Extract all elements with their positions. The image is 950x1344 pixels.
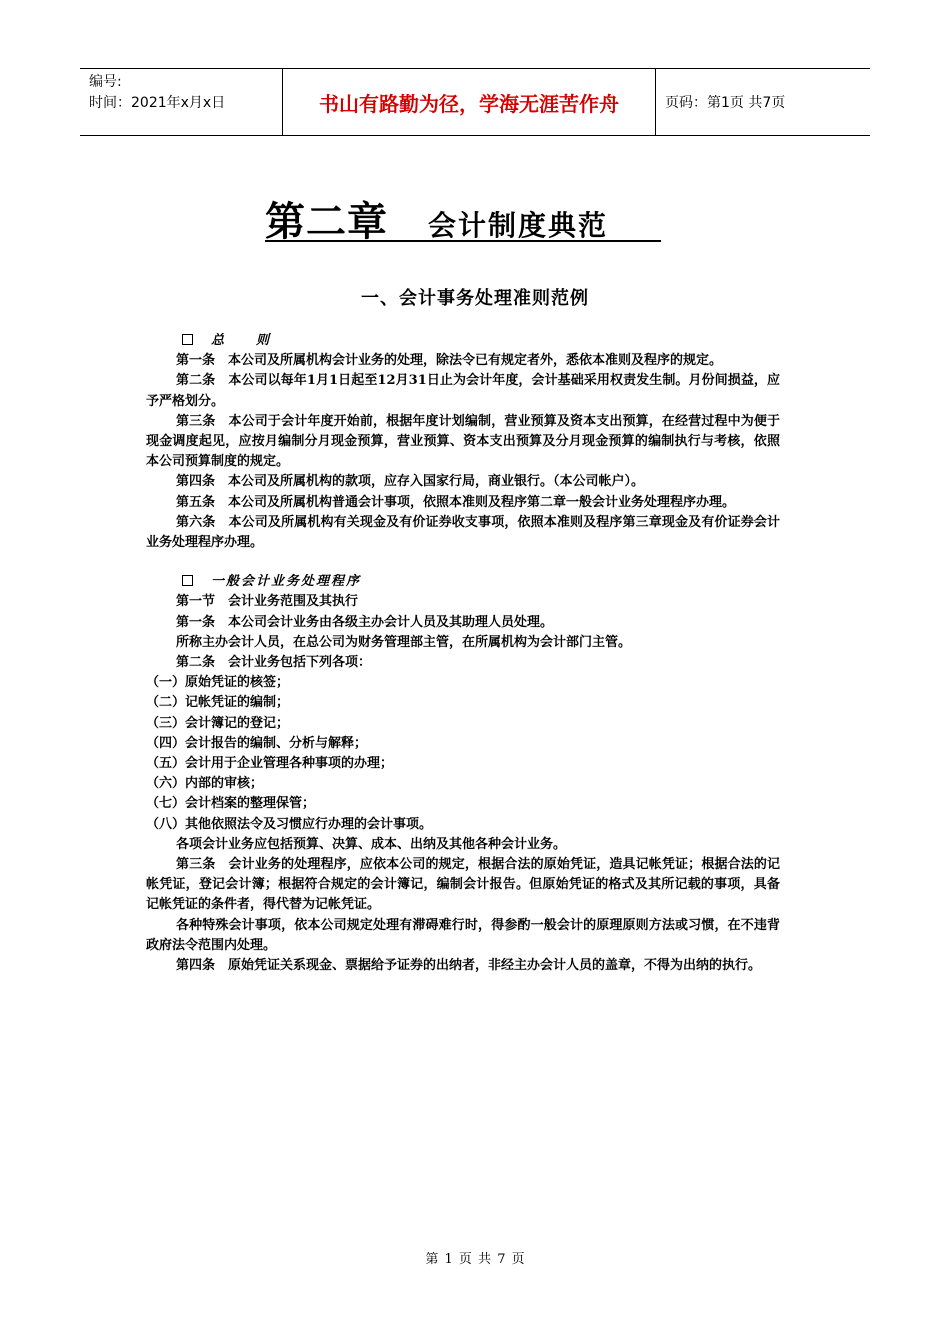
checkbox-square-icon xyxy=(182,575,193,586)
list-item: （六）内部的审核； xyxy=(146,776,264,792)
title-underline xyxy=(265,240,661,242)
chapter-number: 第二章 xyxy=(265,199,388,245)
article-4: 第四条 本公司及所属机构的款项，应存入国家行局，商业银行。（本公司帐户）。 xyxy=(176,474,645,490)
section-heading-procedures: 一般会计业务处理程序 xyxy=(146,572,780,592)
list-item: （八）其他依照法令及习惯应行办理的会计事项。 xyxy=(146,816,433,832)
article-2-scope: 第二条 会计业务包括下列各项： xyxy=(176,655,372,671)
header-motto: 书山有路勤为径，学海无涯苦作舟 xyxy=(282,69,656,135)
list-item: （五）会计用于企业管理各种事项的办理； xyxy=(146,756,394,772)
list-item: （二）记帐凭证的编制； xyxy=(146,695,290,711)
spacer xyxy=(146,553,780,572)
article-3-procedure: 第三条 会计业务的处理程序，应依本公司的规定，根据合法的原始凭证，造具记帐凭证；根据合法的记帐凭证，登记会计簿；根据符合规定的会计簿记，编制会计报告。但原始凭证的格式及其所记载的事项，具备记帐凭证的条件者，得代替为记帐凭证。 xyxy=(146,857,780,913)
list-item: （七）会计档案的整理保管； xyxy=(146,796,316,812)
document-date: 时间：2021年x月x日 xyxy=(89,95,226,111)
page-header xyxy=(80,68,870,136)
page-footer: 第 1 页 共 7 页 xyxy=(425,1252,525,1267)
list-item: （四）会计报告的编制、分析与解释； xyxy=(146,735,368,751)
header-meta xyxy=(80,69,282,135)
article-5: 第五条 本公司及所属机构普通会计事项，依照本准则及程序第二章一般会计业务处理程序办理。 xyxy=(176,494,736,510)
chapter-title xyxy=(265,190,608,247)
section-title: 一、会计事务处理准则范例 xyxy=(361,288,589,309)
section-heading-general: 总 则 xyxy=(146,331,780,351)
list-item: （一）原始凭证的核签； xyxy=(146,675,290,691)
document-number-label: 编号: xyxy=(89,74,122,90)
article-2: 第二条 本公司以每年1月1日起至12月31日止为会计年度，会计基础采用权责发生制。月份间损益，应予严格划分。 xyxy=(146,373,780,409)
document-body xyxy=(146,331,780,976)
chapter-name: 会计制度典范 xyxy=(428,209,609,242)
article-4-vouchers: 第四条 原始凭证关系现金、票据给予证券的出纳者，非经主办会计人员的盖章，不得为出纳的执行。 xyxy=(176,958,762,974)
article-1: 第一条 本公司及所属机构会计业务的处理，除法令已有规定者外，悉依本准则及程序的规定。 xyxy=(176,353,723,369)
scope-summary: 各项会计业务应包括预算、决算、成本、出纳及其他各种会计业务。 xyxy=(176,836,567,852)
checkbox-square-icon xyxy=(182,334,193,345)
article-6: 第六条 本公司及所属机构有关现金及有价证券收支事项，依照本准则及程序第三章现金及有价证券会计业务处理程序办理。 xyxy=(146,514,780,551)
article-3: 第三条 本公司于会计年度开始前，根据年度计划编制，营业预算及资本支出预算，在经营过程中为便于现金调度起见，应按月编制分月现金预算，营业预算、资本支出预算及分月现金预算的编制执行与考核，依照本公司预算制度的规定。 xyxy=(146,413,780,470)
special-matters: 各种特殊会计事项，依本公司规定处理有滞碍难行时，得参酌一般会计的原理原则方法或习惯，在不违背政府法令范围内处理。 xyxy=(146,917,780,953)
article-1-personnel: 第一条 本公司会计业务由各级主办会计人员及其助理人员处理。 xyxy=(176,614,554,630)
article-1-definition: 所称主办会计人员，在总公司为财务管理部主管，在所属机构为会计部门主管。 xyxy=(176,634,632,650)
header-page-info: 页码：第1页 共7页 xyxy=(665,95,786,111)
subsection-title: 第一节 会计业务范围及其执行 xyxy=(176,594,359,610)
list-item: （三）会计簿记的登记； xyxy=(146,715,290,731)
